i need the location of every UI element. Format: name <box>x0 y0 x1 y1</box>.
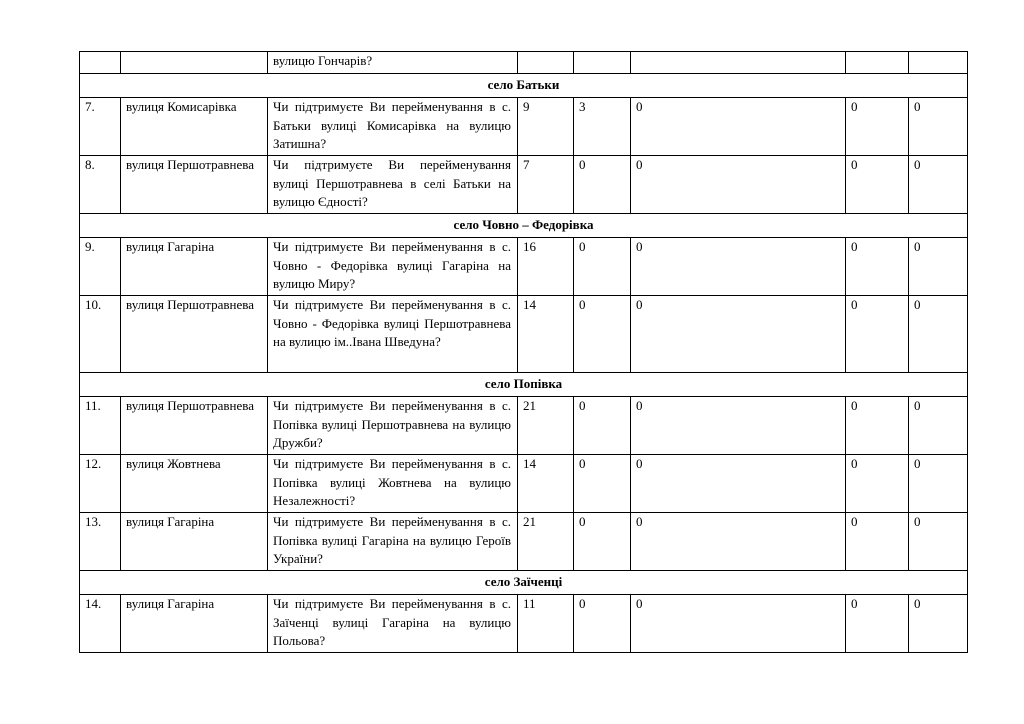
count-cell-4: 0 <box>846 156 909 214</box>
table-row <box>80 52 968 74</box>
question-cell: Чи підтримуєте Ви перейменування в с. Попівка вулиці Жовтнева на вулицю Незалежності? <box>268 455 518 513</box>
count-cell-5: 0 <box>909 513 968 571</box>
document-page <box>79 51 967 653</box>
row-number-cell: 7. <box>80 98 121 156</box>
count-cell-5: 0 <box>909 98 968 156</box>
count-cell-2: 3 <box>574 98 631 156</box>
table-row <box>80 595 968 653</box>
count-cell-4: 0 <box>846 595 909 653</box>
count-cell-2 <box>574 52 631 74</box>
street-cell: вулиця Першотравнева <box>121 156 268 214</box>
count-cell-2: 0 <box>574 156 631 214</box>
question-cell: вулицю Гончарів? <box>268 52 518 74</box>
count-cell-3: 0 <box>631 595 846 653</box>
count-cell-1: 14 <box>518 455 574 513</box>
street-cell: вулиця Гагаріна <box>121 238 268 296</box>
table-row <box>80 98 968 156</box>
question-cell: Чи підтримуєте Ви перейменування в с. Човно - Федорівка вулиці Гагаріна на вулицю Миру? <box>268 238 518 296</box>
count-cell-3 <box>631 52 846 74</box>
count-cell-1 <box>518 52 574 74</box>
count-cell-3: 0 <box>631 513 846 571</box>
count-cell-2: 0 <box>574 595 631 653</box>
section-title: село Попівка <box>80 373 968 397</box>
question-cell: Чи підтримуєте Ви перейменування в с. Попівка вулиці Гагаріна на вулицю Героїв України? <box>268 513 518 571</box>
count-cell-5: 0 <box>909 455 968 513</box>
row-number-cell: 9. <box>80 238 121 296</box>
count-cell-4 <box>846 52 909 74</box>
section-row <box>80 74 968 98</box>
question-cell: Чи підтримуєте Ви перейменування в с. Попівка вулиці Першотравнева на вулицю Дружби? <box>268 397 518 455</box>
count-cell-1: 7 <box>518 156 574 214</box>
section-row <box>80 214 968 238</box>
row-number-cell: 12. <box>80 455 121 513</box>
count-cell-1: 21 <box>518 397 574 455</box>
referendum-results-table <box>79 51 968 653</box>
question-cell: Чи підтримуєте Ви перейменування в с. Заїченці вулиці Гагаріна на вулицю Польова? <box>268 595 518 653</box>
question-cell: Чи підтримуєте Ви перейменування вулиці Першотравнева в селі Батьки на вулицю Єдності? <box>268 156 518 214</box>
count-cell-4: 0 <box>846 238 909 296</box>
count-cell-3: 0 <box>631 156 846 214</box>
street-cell: вулиця Першотравнева <box>121 397 268 455</box>
street-cell: вулиця Жовтнева <box>121 455 268 513</box>
section-row <box>80 571 968 595</box>
count-cell-4: 0 <box>846 513 909 571</box>
count-cell-5: 0 <box>909 397 968 455</box>
count-cell-4: 0 <box>846 455 909 513</box>
street-cell: вулиця Гагаріна <box>121 595 268 653</box>
table-row <box>80 455 968 513</box>
table-row <box>80 156 968 214</box>
count-cell-4: 0 <box>846 98 909 156</box>
count-cell-3: 0 <box>631 238 846 296</box>
count-cell-4: 0 <box>846 397 909 455</box>
count-cell-5 <box>909 52 968 74</box>
section-title: село Батьки <box>80 74 968 98</box>
question-cell: Чи підтримуєте Ви перейменування в с. Човно - Федорівка вулиці Першотравнева на вулицю ім..Івана Шведуна? <box>268 296 518 373</box>
section-row <box>80 373 968 397</box>
count-cell-1: 21 <box>518 513 574 571</box>
street-cell: вулиця Комисарівка <box>121 98 268 156</box>
row-number-cell <box>80 52 121 74</box>
count-cell-2: 0 <box>574 296 631 373</box>
count-cell-2: 0 <box>574 397 631 455</box>
count-cell-3: 0 <box>631 455 846 513</box>
street-cell: вулиця Гагаріна <box>121 513 268 571</box>
question-cell: Чи підтримуєте Ви перейменування в с. Батьки вулиці Комисарівка на вулицю Затишна? <box>268 98 518 156</box>
street-cell <box>121 52 268 74</box>
table-row <box>80 238 968 296</box>
row-number-cell: 11. <box>80 397 121 455</box>
count-cell-5: 0 <box>909 595 968 653</box>
count-cell-2: 0 <box>574 238 631 296</box>
count-cell-1: 16 <box>518 238 574 296</box>
count-cell-2: 0 <box>574 455 631 513</box>
count-cell-3: 0 <box>631 98 846 156</box>
street-cell: вулиця Першотравнева <box>121 296 268 373</box>
count-cell-1: 11 <box>518 595 574 653</box>
count-cell-2: 0 <box>574 513 631 571</box>
table-row <box>80 397 968 455</box>
count-cell-1: 14 <box>518 296 574 373</box>
count-cell-5: 0 <box>909 156 968 214</box>
row-number-cell: 14. <box>80 595 121 653</box>
row-number-cell: 8. <box>80 156 121 214</box>
count-cell-1: 9 <box>518 98 574 156</box>
table-row <box>80 513 968 571</box>
table-row <box>80 296 968 373</box>
count-cell-3: 0 <box>631 296 846 373</box>
section-title: село Човно – Федорівка <box>80 214 968 238</box>
count-cell-4: 0 <box>846 296 909 373</box>
row-number-cell: 13. <box>80 513 121 571</box>
count-cell-5: 0 <box>909 296 968 373</box>
count-cell-3: 0 <box>631 397 846 455</box>
row-number-cell: 10. <box>80 296 121 373</box>
section-title: село Заїченці <box>80 571 968 595</box>
count-cell-5: 0 <box>909 238 968 296</box>
